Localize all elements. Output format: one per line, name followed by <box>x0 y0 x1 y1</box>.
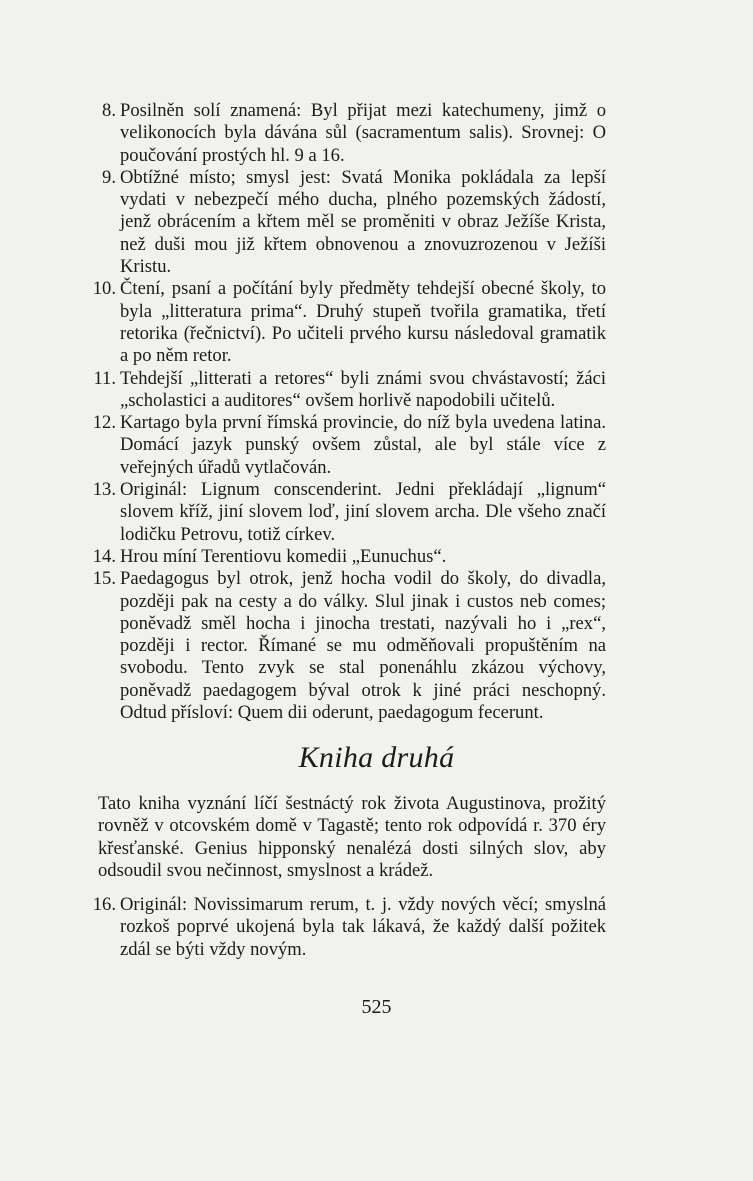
endnote-number: 15. <box>92 568 116 590</box>
endnote-text: Hrou míní Terentiovu komedii „Eunuchus“. <box>120 545 447 567</box>
endnote-text: Paedagogus byl otrok, jenž hocha vodil do školy, do divadla, později pak na cesty a do války. Slul jinak i custos neb comes; poněvadž směl hocha i jinocha trestati, nazývali ho i „rex“, později i rector. Římané se mu odměňovali propuštěním na svobodu. Tento zvyk se stal ponenáhlu zkázou výchovy, poněvadž paedagogem býval otrok k jiné práci neschopný. Odtud přísloví: Quem dii oderunt, paedagogum fecerunt. <box>120 568 606 724</box>
endnote-text: Obtížné místo; smysl jest: Svatá Monika pokládala za lepší vydati v nebezpečí mého ducha, plného pozemských žádostí, jenž obrácením a křtem měl se proměniti v obraz Ježíše Krista, než duši mou již křtem obnovenou a znovuzrozenou v Ježíši Kristu. <box>120 166 606 278</box>
endnote-12 <box>92 412 606 479</box>
section-title: Kniha druhá <box>298 741 455 774</box>
endnote-13 <box>92 479 606 546</box>
endnotes-list-2 <box>92 894 606 961</box>
endnote-number: 9. <box>102 166 116 188</box>
endnote-10 <box>92 278 606 367</box>
endnote-number: 10. <box>92 278 116 300</box>
endnote-15 <box>92 568 606 724</box>
page-number: 525 <box>361 996 392 1018</box>
endnote-number: 16. <box>92 894 116 915</box>
endnotes-list <box>92 100 606 724</box>
endnote-text: Čtení, psaní a počítání byly předměty tehdejší obecné školy, to byla „litteratura prima“. Druhý stupeň tvořila gramatika, třetí retorika (řečnictví). Po učiteli prvého kursu následoval gramatik a po něm retor. <box>120 278 606 367</box>
endnote-number: 13. <box>92 479 116 501</box>
endnote-9 <box>98 167 606 278</box>
endnote-text: Kartago byla první římská provincie, do níž byla uvedena latina. Domácí jazyk punský ovšem zůstal, ale byl stále více z veřejných úřadů vytlačován. <box>120 412 606 478</box>
endnote-text: Posilněn solí znamená: Byl přijat mezi katechumeny, jimž o velikonocích byla dávána sůl (sacramentum salis). Srovnej: O poučování prostých hl. 9 a 16. <box>120 100 606 166</box>
endnote-text: Tehdejší „litterati a retores“ byli známi svou chvástavostí; žáci „scholastici a auditores“ ovšem horlivě napodobili učitelů. <box>120 367 606 411</box>
endnote-8 <box>98 100 606 167</box>
endnote-14 <box>92 545 606 568</box>
endnote-number: 12. <box>92 412 116 434</box>
endnote-11 <box>93 367 606 413</box>
endnote-number: 14. <box>92 545 116 567</box>
endnote-text: Originál: Lignum conscenderint. Jedni překládají „lignum“ slovem kříž, jiní slovem loď, jiní slovem archa. Dle všeho značí lodičku Petrovu, totiž církev. <box>120 479 606 545</box>
endnote-number: 8. <box>102 100 116 121</box>
section-intro: Tato kniha vyznání líčí šestnáctý rok života Augustinova, prožitý rovněž v otcovském domě v Tagastě; tento rok odpovídá r. 370 éry křesťanské. Genius hipponský nenalézá dosti silných slov, aby odsoudil svou nečinnost, smyslnost a krádež. <box>98 793 606 881</box>
endnote-text: Originál: Novissimarum rerum, t. j. vždy nových věcí; smyslná rozkoš poprvé ukojená byla tak lákavá, že každý další požitek zdál se býti vždy novým. <box>120 894 606 960</box>
endnote-number: 11. <box>93 367 116 389</box>
endnote-16 <box>92 894 606 961</box>
